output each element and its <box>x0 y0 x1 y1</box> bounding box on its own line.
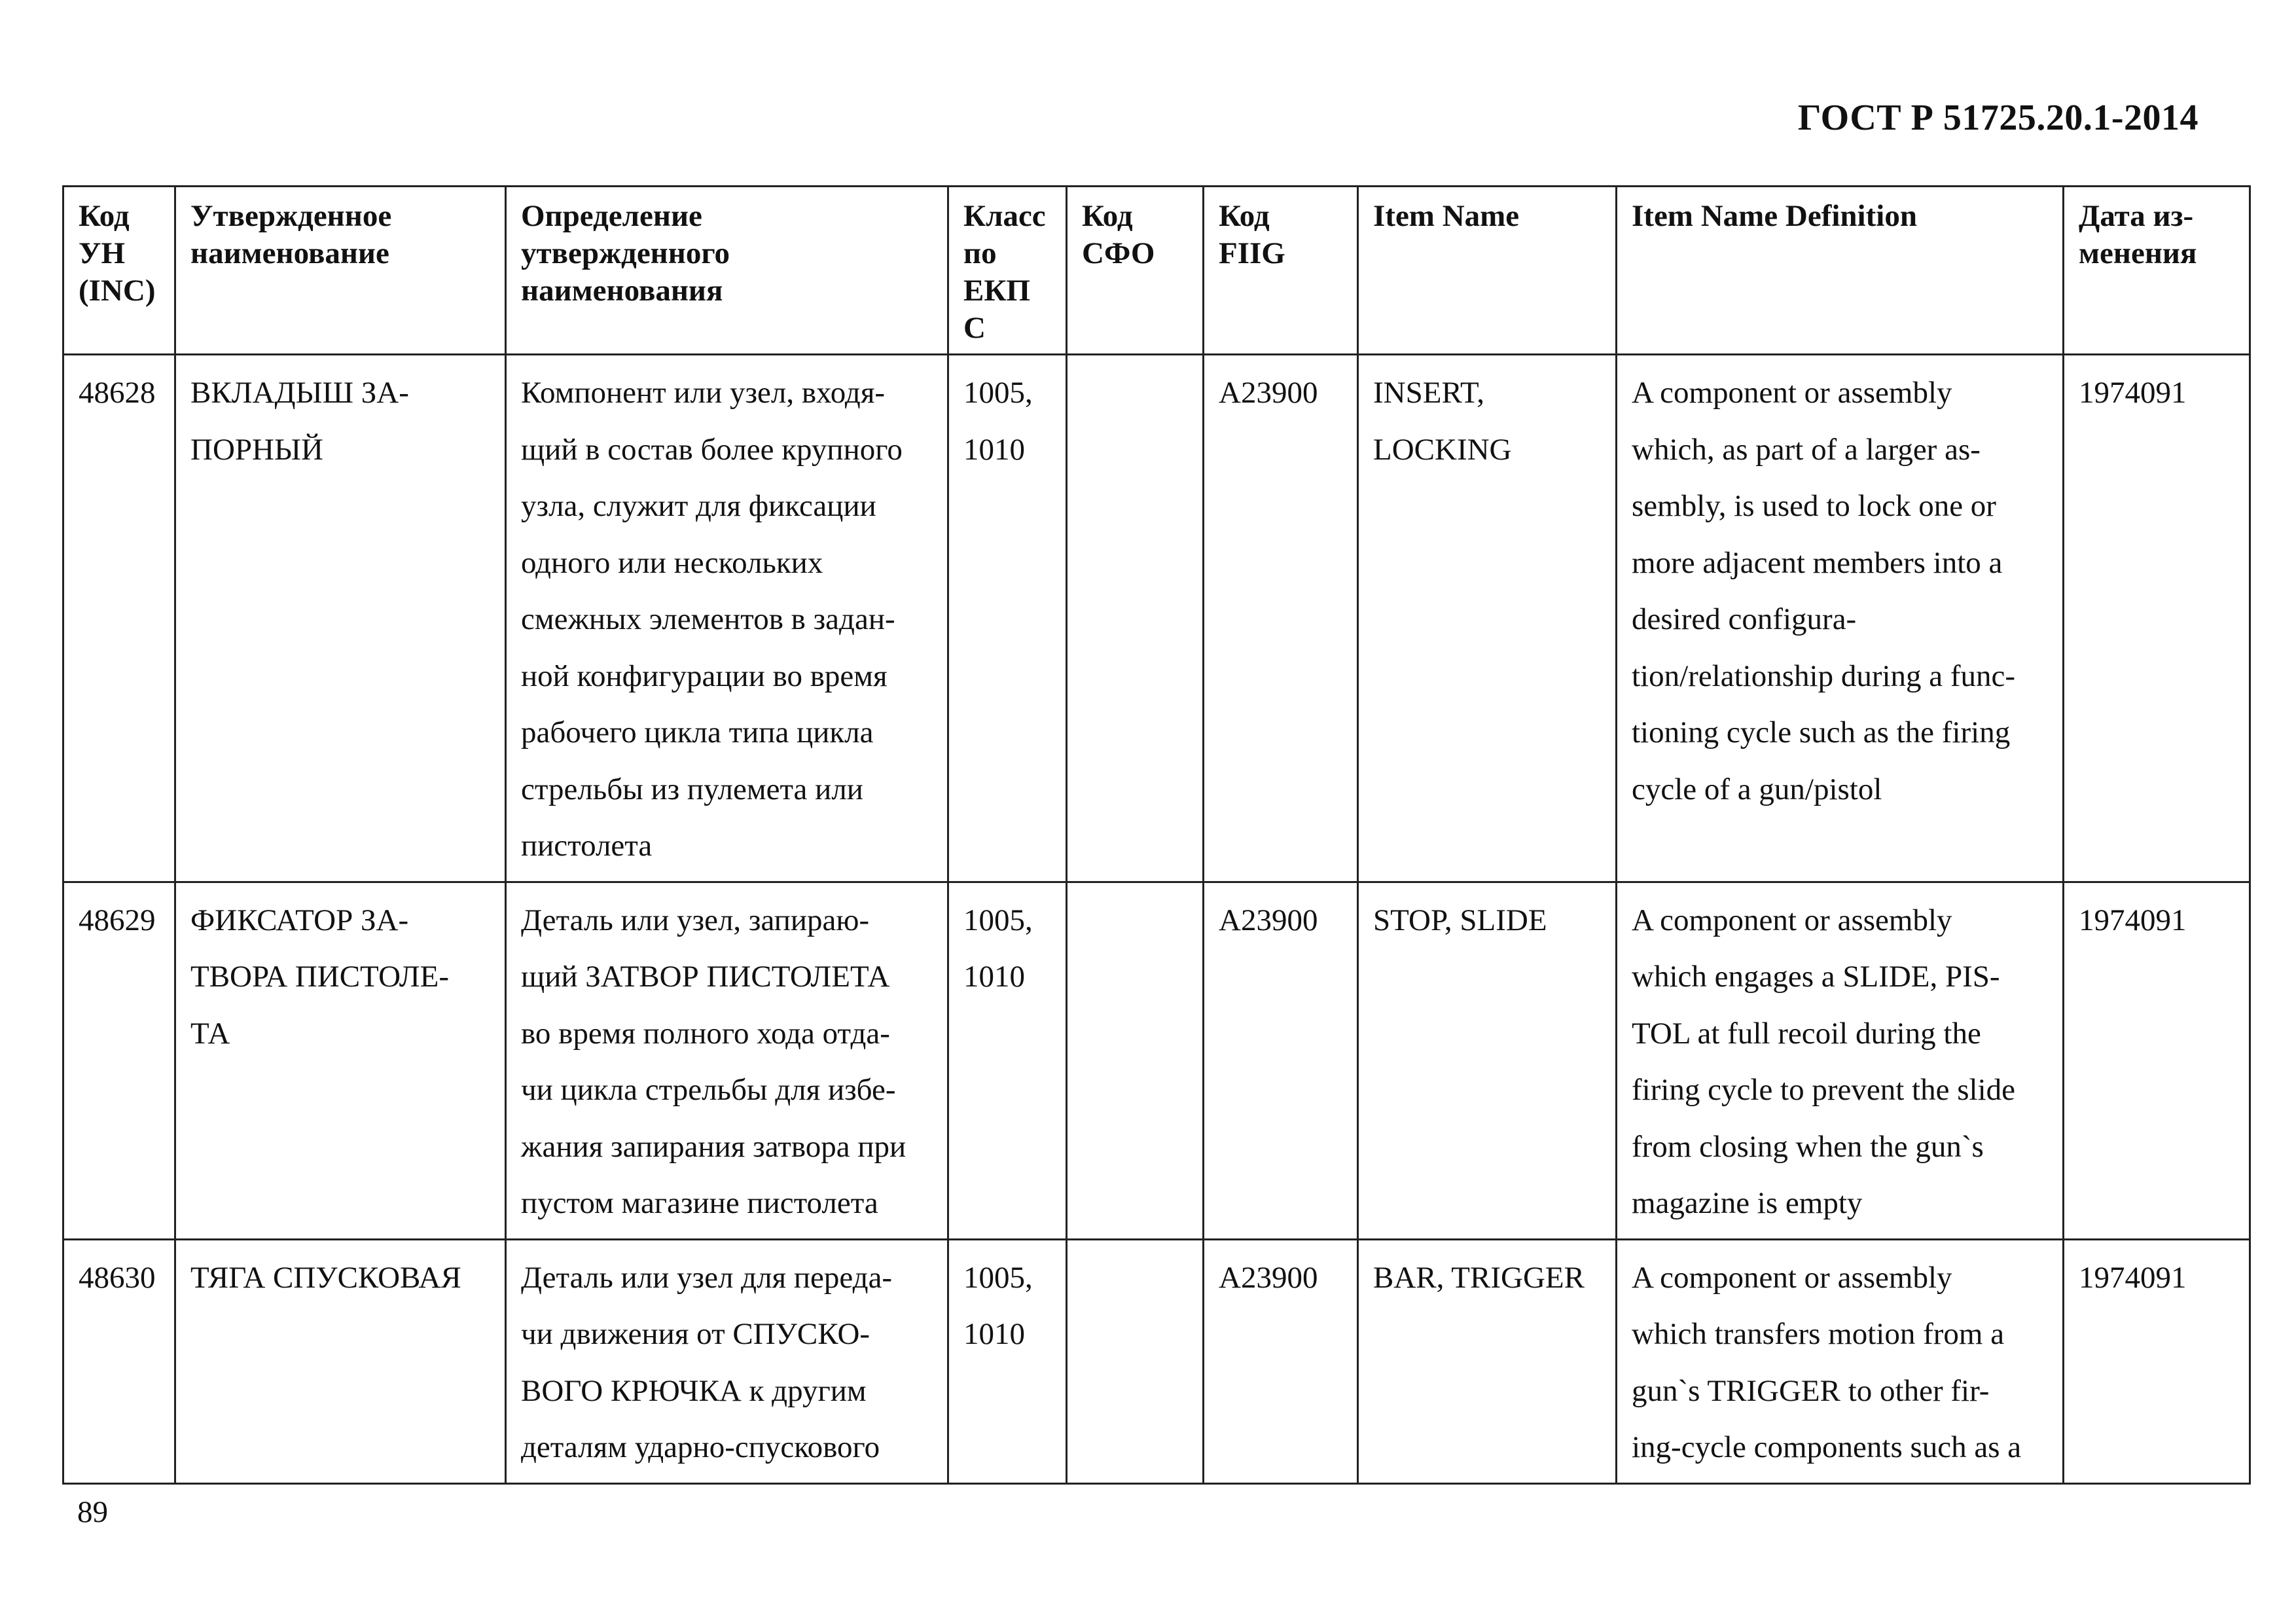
cell-line: gun`s TRIGGER to other fir- <box>1632 1373 1990 1408</box>
header-line: наименование <box>190 236 389 270</box>
header-line: FIIG <box>1219 236 1285 270</box>
cell-line: 1974091 <box>2079 1260 2187 1295</box>
cell-name-definition <box>506 355 948 882</box>
cell-name-definition <box>506 1239 948 1483</box>
cell-inc <box>63 1239 175 1483</box>
cell-line: A component or assembly <box>1632 903 1952 937</box>
header-line: менения <box>2079 236 2197 270</box>
cell-line: чи движения от СПУСКО- <box>521 1317 870 1351</box>
table-row <box>63 882 2250 1239</box>
cell-line: во время полного хода отда- <box>521 1016 890 1051</box>
cell-sfo-code <box>1067 882 1204 1239</box>
inc-table <box>62 185 2251 1485</box>
cell-item-name-definition <box>1617 882 2064 1239</box>
cell-item-name <box>1358 882 1617 1239</box>
cell-line: STOP, SLIDE <box>1373 903 1547 937</box>
page-number: 89 <box>77 1495 108 1529</box>
cell-item-name-definition <box>1617 355 2064 882</box>
cell-line: ной конфигурации во время <box>521 659 888 693</box>
cell-line: Деталь или узел для переда- <box>521 1260 893 1295</box>
header-line: Код <box>1219 199 1270 233</box>
cell-line: LOCKING <box>1373 432 1512 467</box>
header-class <box>948 187 1067 355</box>
table-row <box>63 355 2250 882</box>
header-line: наименования <box>521 274 723 308</box>
cell-line: firing cycle to prevent the slide <box>1632 1073 2015 1107</box>
header-line: Класс <box>963 199 1046 233</box>
cell-line: 48629 <box>79 903 156 937</box>
cell-change-date <box>2064 882 2250 1239</box>
cell-line: одного или нескольких <box>521 545 823 580</box>
cell-line: sembly, is used to lock one or <box>1632 489 1996 523</box>
cell-approved-name <box>175 1239 506 1483</box>
cell-line: which transfers motion from a <box>1632 1317 2005 1351</box>
cell-line: Компонент или узел, входя- <box>521 376 886 410</box>
cell-line: more adjacent members into a <box>1632 545 2003 580</box>
cell-line: A component or assembly <box>1632 376 1952 410</box>
header-approved-name <box>175 187 506 355</box>
cell-fiig-code <box>1204 355 1358 882</box>
table-header-row <box>63 187 2250 355</box>
header-line: ЕКП <box>963 274 1030 308</box>
cell-line: жания запирания затвора при <box>521 1129 906 1164</box>
cell-line: BAR, TRIGGER <box>1373 1260 1585 1295</box>
cell-line: смежных элементов в задан- <box>521 602 895 636</box>
cell-item-name-definition <box>1617 1239 2064 1483</box>
cell-line: узла, служит для фиксации <box>521 489 876 523</box>
cell-line: TOL at full recoil during the <box>1632 1016 1981 1051</box>
header-line: Код <box>79 199 130 233</box>
cell-sfo-code <box>1067 1239 1204 1483</box>
cell-approved-name <box>175 882 506 1239</box>
cell-line: рабочего цикла типа цикла <box>521 715 874 749</box>
cell-line: пустом магазине пистолета <box>521 1186 878 1220</box>
header-item-name <box>1358 187 1617 355</box>
cell-line: 48628 <box>79 376 156 410</box>
header-change-date <box>2064 187 2250 355</box>
cell-line: which, as part of a larger as- <box>1632 432 1981 467</box>
header-name-definition <box>506 187 948 355</box>
cell-line: ВОГО КРЮЧКА к другим <box>521 1373 867 1408</box>
cell-line: ФИКСАТОР ЗА- <box>190 903 409 937</box>
header-fiig-code <box>1204 187 1358 355</box>
cell-line: деталям ударно-спускового <box>521 1430 880 1464</box>
header-line: Дата из- <box>2079 199 2194 233</box>
header-inc <box>63 187 175 355</box>
cell-name-definition <box>506 882 948 1239</box>
cell-line: tioning cycle such as the firing <box>1632 715 2011 749</box>
cell-line: Деталь или узел, запираю- <box>521 903 870 937</box>
cell-line: 1005, <box>963 903 1033 937</box>
header-line: Определение <box>521 199 702 233</box>
cell-class <box>948 355 1067 882</box>
header-line: Код <box>1082 199 1133 233</box>
cell-line: 1974091 <box>2079 376 2187 410</box>
cell-line: щий в состав более крупного <box>521 432 903 467</box>
cell-change-date <box>2064 355 2250 882</box>
cell-line: 48630 <box>79 1260 156 1295</box>
cell-line: cycle of a gun/pistol <box>1632 772 1882 806</box>
cell-line: ПОРНЫЙ <box>190 432 323 467</box>
cell-fiig-code <box>1204 1239 1358 1483</box>
cell-line: ТА <box>190 1016 230 1051</box>
cell-line: from closing when the gun`s <box>1632 1129 1984 1164</box>
cell-inc <box>63 355 175 882</box>
cell-line: 1005, <box>963 376 1033 410</box>
cell-fiig-code <box>1204 882 1358 1239</box>
cell-item-name <box>1358 1239 1617 1483</box>
header-line: (INC) <box>79 274 156 308</box>
cell-line: A component or assembly <box>1632 1260 1952 1295</box>
cell-line: щий ЗАТВОР ПИСТОЛЕТА <box>521 960 890 994</box>
cell-line: A23900 <box>1219 376 1318 410</box>
header-item-name-definition <box>1617 187 2064 355</box>
cell-line: чи цикла стрельбы для избе- <box>521 1073 896 1107</box>
cell-change-date <box>2064 1239 2250 1483</box>
document-standard-id: ГОСТ Р 51725.20.1-2014 <box>1797 98 2198 138</box>
header-line: Item Name Definition <box>1632 199 1917 233</box>
cell-line: which engages a SLIDE, PIS- <box>1632 960 2000 994</box>
cell-approved-name <box>175 355 506 882</box>
cell-line: ТЯГА СПУСКОВАЯ <box>190 1260 461 1295</box>
cell-line: стрельбы из пулемета или <box>521 772 863 806</box>
cell-inc <box>63 882 175 1239</box>
cell-line: 1005, <box>963 1260 1033 1295</box>
cell-line: desired configura- <box>1632 602 1857 636</box>
header-line: утвержденного <box>521 236 730 270</box>
cell-line: ТВОРА ПИСТОЛЕ- <box>190 960 449 994</box>
cell-class <box>948 882 1067 1239</box>
header-sfo-code <box>1067 187 1204 355</box>
cell-item-name <box>1358 355 1617 882</box>
cell-line: 1010 <box>963 1317 1025 1351</box>
cell-line: 1974091 <box>2079 903 2187 937</box>
cell-line: 1010 <box>963 432 1025 467</box>
cell-line: 1010 <box>963 960 1025 994</box>
cell-line: INSERT, <box>1373 376 1484 410</box>
cell-line: пистолета <box>521 829 653 863</box>
table-row <box>63 1239 2250 1483</box>
cell-line: tion/relationship during a func- <box>1632 659 2016 693</box>
cell-line: ВКЛАДЫШ ЗА- <box>190 376 409 410</box>
header-line: Item Name <box>1373 199 1520 233</box>
cell-line: A23900 <box>1219 903 1318 937</box>
header-line: Утвержденное <box>190 199 392 233</box>
header-line: С <box>963 311 986 345</box>
header-line: по <box>963 236 997 270</box>
cell-class <box>948 1239 1067 1483</box>
header-line: СФО <box>1082 236 1155 270</box>
cell-line: A23900 <box>1219 1260 1318 1295</box>
cell-line: magazine is empty <box>1632 1186 1863 1220</box>
cell-sfo-code <box>1067 355 1204 882</box>
cell-line: ing-cycle components such as a <box>1632 1430 2022 1464</box>
header-line: УН <box>79 236 126 270</box>
